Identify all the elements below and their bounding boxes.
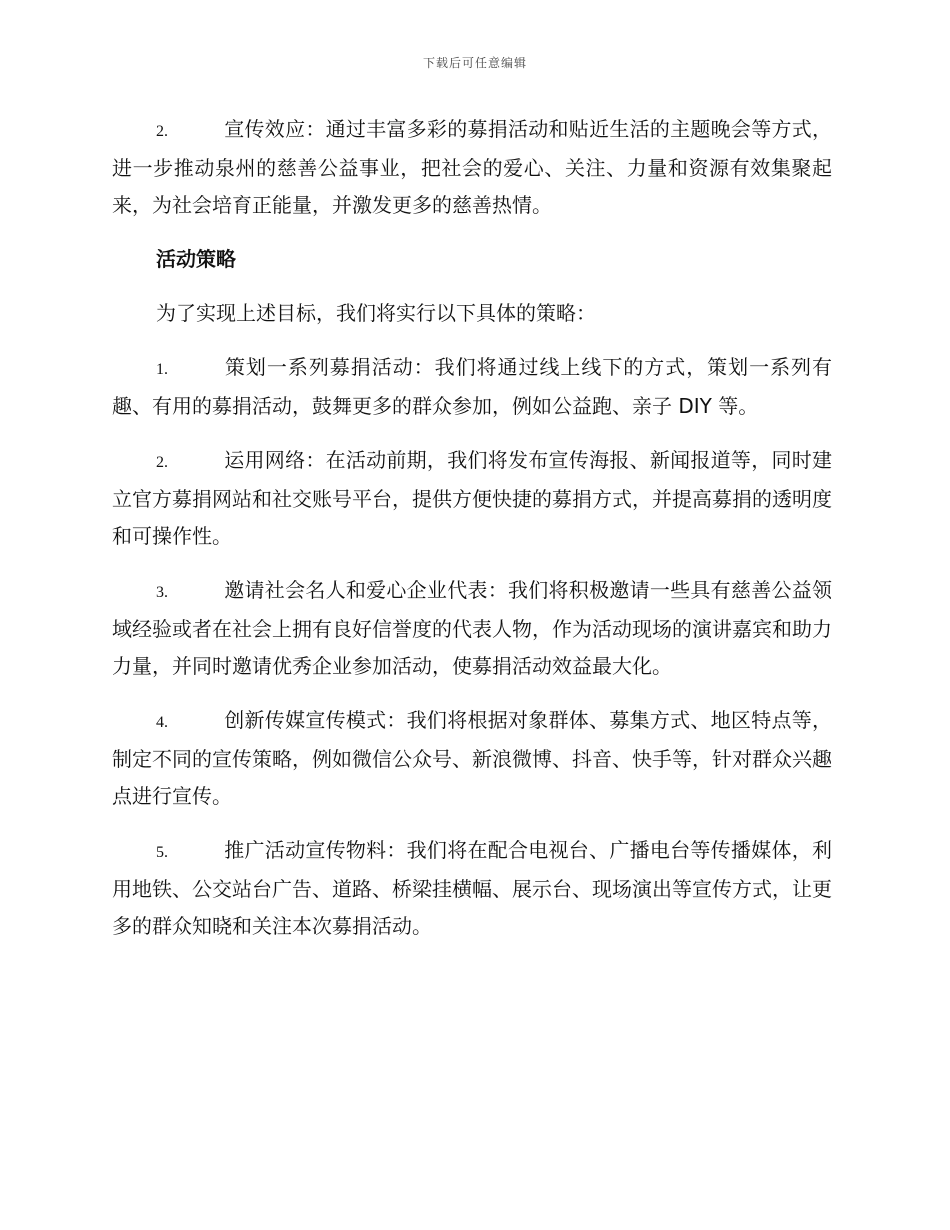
list-item-text: 宣传效应：通过丰富多彩的募捐活动和贴近生活的主题晚会等方式，进一步推动泉州的慈善公益事业，把社会的爱心、关注、力量和资源有效集聚起来，为社会培育正能量，并激发更多的慈善热情。 [112, 117, 832, 217]
strategy-item-3 [112, 572, 832, 685]
strategy-item-2 [112, 442, 832, 555]
document-body [112, 111, 832, 962]
list-item-text: 推广活动宣传物料：我们将在配合电视台、广播电台等传播媒体，利用地铁、公交站台广告、道路、桥梁挂横幅、展示台、现场演出等宣传方式，让更多的群众知晓和关注本次募捐活动。 [112, 838, 832, 938]
list-item-text: 邀请社会名人和爱心企业代表：我们将积极邀请一些具有慈善公益领域经验或者在社会上拥有良好信誉度的代表人物，作为活动现场的演讲嘉宾和助力力量，并同时邀请优秀企业参加活动，使募捐活动效益最大化。 [112, 578, 832, 678]
list-number: 1. [156, 361, 168, 378]
list-number: 2. [156, 123, 168, 140]
list-item-text: 策划一系列募捐活动：我们将通过线上线下的方式，策划一系列有趣、有用的募捐活动，鼓舞更多的群众参加，例如公益跑、亲子 DIY 等。 [112, 355, 832, 418]
list-number: 4. [156, 714, 168, 731]
list-item-text: 运用网络：在活动前期，我们将发布宣传海报、新闻报道等，同时建立官方募捐网站和社交账号平台，提供方便快捷的募捐方式，并提高募捐的透明度和可操作性。 [112, 448, 832, 548]
list-number: 5. [156, 844, 168, 861]
strategy-item-5 [112, 832, 832, 945]
list-number: 2. [156, 454, 168, 471]
strategy-item-4 [112, 702, 832, 815]
list-item-text: 创新传媒宣传模式：我们将根据对象群体、募集方式、地区特点等，制定不同的宣传策略，例如微信公众号、新浪微博、抖音、快手等，针对群众兴趣点进行宣传。 [112, 708, 832, 808]
strategy-intro: 为了实现上述目标，我们将实行以下具体的策略： [156, 301, 596, 325]
goal-item-2 [112, 111, 832, 224]
page-header-note: 下载后可任意编辑 [422, 56, 527, 70]
list-number: 3. [156, 584, 168, 601]
section-heading: 活动策略 [156, 247, 236, 271]
strategy-item-1 [112, 349, 832, 425]
